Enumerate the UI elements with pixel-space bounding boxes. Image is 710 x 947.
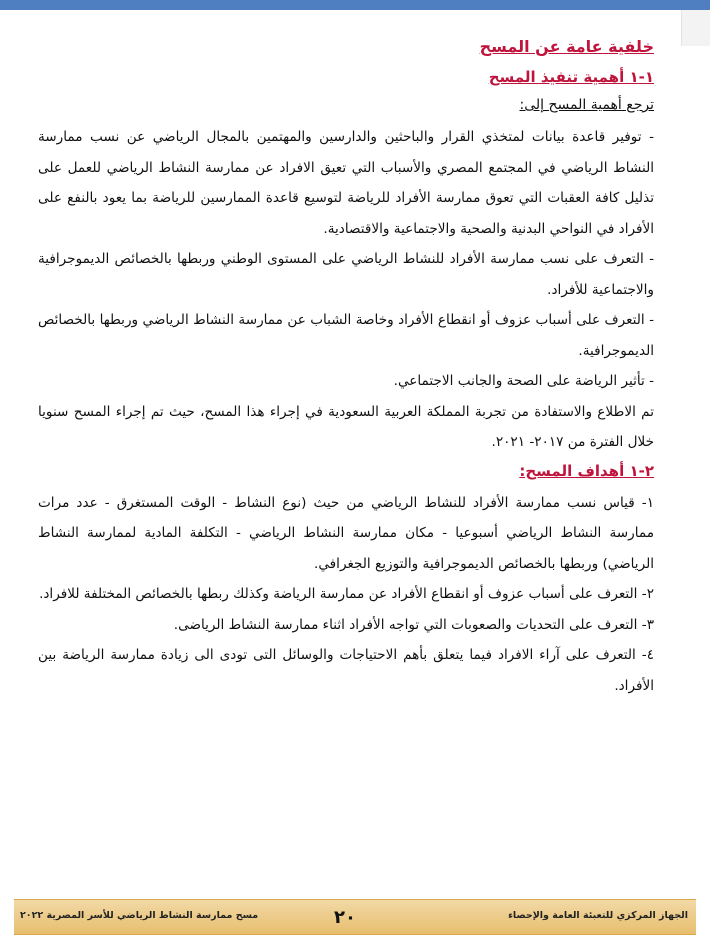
page-number: ٢٠ — [334, 907, 356, 928]
objective-item-4: ٤- التعرف على آراء الافراد فيما يتعلق بأهم الاحتياجات والوسائل التى تودى الى زيادة ممارسة الرياضة بين الأفراد. — [38, 647, 654, 694]
importance-item-1: - توفير قاعدة بيانات لمتخذي القرار والباحثين والدارسين والمهتمين بالمجال الرياضي عن نسب ممارسة النشاط الرياضي في المجتمع المصري والأسباب التي تعيق الافراد عن ممارسة النشاط الرياضي للعمل على تذليل كافة العقبات التي تعوق ممارسة الأفراد للرياضة لتوسيع قاعدة الممارسين للرياضة بما يعود بالنفع على الأفراد في النواحي البدنية والصحية والاجتماعية والاقتصادية. — [38, 129, 654, 237]
corner-tab — [681, 10, 710, 46]
footer-agency-name: الجهاز المركزي للتعبئة العامة والإحصاء — [508, 910, 688, 921]
objective-item-2: ٢- التعرف على أسباب عزوف أو انقطاع الأفراد عن ممارسة الرياضة وكذلك ربطها بالخصائص المختلفة للافراد. — [39, 586, 654, 602]
saudi-experience-paragraph: تم الاطلاع والاستفادة من تجربة المملكة العربية السعودية في إجراء هذا المسح، حيث تم إجراء المسح سنويا خلال الفترة من ٢٠١٧- ٢٠٢١. — [38, 403, 654, 450]
importance-item-4: - تأثير الرياضة على الصحة والجانب الاجتماعي. — [393, 373, 654, 389]
footer-survey-title: مسح ممارسة النشاط الرياضي للأسر المصرية ٢٠٢٢ — [20, 910, 259, 921]
document-body — [38, 36, 654, 701]
subsection-importance-title: ١-١ أهمية تنفيذ المسح — [488, 68, 654, 86]
importance-item-2: - التعرف على نسب ممارسة الأفراد للنشاط الرياضي على المستوى الوطني وربطها بالخصائص الديموجرافية والاجتماعية للأفراد. — [38, 251, 654, 298]
importance-item-3: - التعرف على أسباب عزوف أو انقطاع الأفراد وخاصة الشباب عن ممارسة النشاط الرياضي وربطها بالخصائص الديموجرافية. — [38, 312, 654, 359]
section-title: خلفية عامة عن المسح — [479, 37, 654, 56]
top-color-bar — [0, 0, 710, 10]
importance-lead: ترجع أهمية المسح إلى: — [519, 97, 654, 113]
objective-item-1: ١- قياس نسب ممارسة الأفراد للنشاط الرياضي من حيث (نوع النشاط - الوقت المستغرق - عدد مرات ممارسة النشاط الرياضي أسبوعيا - مكان ممارسة النشاط الرياضي - التكلفة المادية لممارسة النشاط الرياضي) وربطها بالخصائص الديموجرافية والتوزيع الجغرافي. — [38, 494, 654, 572]
subsection-objectives-title: ٢-١ أهداف المسح: — [519, 461, 654, 480]
objective-item-3: ٣- التعرف على التحديات والصعوبات التي تواجه الأفراد اثناء ممارسة النشاط الرياضى. — [173, 616, 654, 633]
